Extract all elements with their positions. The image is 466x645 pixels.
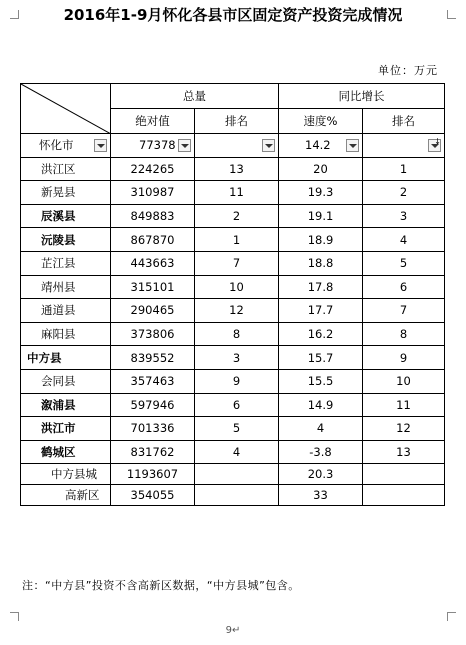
header-rank2: 排名 (363, 109, 445, 134)
row-abs: 597946 (111, 393, 195, 417)
row-speed: 16.2 (279, 322, 363, 346)
header-rank1: 排名 (195, 109, 279, 134)
row-rank2: 2 (363, 181, 445, 205)
row-name: 通道县 (21, 299, 111, 323)
footnote: 注：“中方县”投资不含高新区数据，“中方县城”包含。 (22, 579, 300, 592)
row-rank2: 5 (363, 251, 445, 275)
corner-mark-br (447, 612, 456, 621)
extra-speed: 20.3 (279, 464, 363, 485)
summary-rank1-cell[interactable] (195, 134, 279, 158)
table-row (21, 440, 445, 464)
table-row (21, 275, 445, 299)
row-rank2: 6 (363, 275, 445, 299)
header-speed: 速度% (279, 109, 363, 134)
header-growth: 同比增长 (279, 84, 445, 109)
row-name: 洪江市 (21, 417, 111, 441)
row-name: 溆浦县 (21, 393, 111, 417)
header-total: 总量 (111, 84, 279, 109)
row-name: 沅陵县 (21, 228, 111, 252)
row-abs: 443663 (111, 251, 195, 275)
page-number: 9↵ (225, 625, 241, 636)
filter-dropdown-icon[interactable] (94, 139, 107, 152)
table-row (21, 228, 445, 252)
row-name: 鹤城区 (21, 440, 111, 464)
summary-abs: 77378 (139, 138, 176, 153)
row-rank1: 7 (195, 251, 279, 275)
row-rank1: 12 (195, 299, 279, 323)
filter-dropdown-icon[interactable] (178, 139, 191, 152)
row-rank2: 11 (363, 393, 445, 417)
row-speed: 15.5 (279, 369, 363, 393)
row-abs: 373806 (111, 322, 195, 346)
row-name: 新晃县 (21, 181, 111, 205)
row-rank1: 10 (195, 275, 279, 299)
row-speed: 4 (279, 417, 363, 441)
table-row (21, 299, 445, 323)
extra-name: 中方县城 (21, 464, 111, 485)
row-rank1: 4 (195, 440, 279, 464)
row-name: 麻阳县 (21, 322, 111, 346)
row-speed: 19.1 (279, 204, 363, 228)
table-row (21, 322, 445, 346)
summary-row (21, 134, 445, 158)
row-rank1: 8 (195, 322, 279, 346)
header-diagonal-line (21, 84, 111, 134)
summary-rank2-cell[interactable] (363, 134, 445, 158)
row-name: 靖州县 (21, 275, 111, 299)
row-speed: 15.7 (279, 346, 363, 370)
row-rank1: 2 (195, 204, 279, 228)
row-name: 中方县 (21, 346, 111, 370)
row-abs: 701336 (111, 417, 195, 441)
row-abs: 224265 (111, 157, 195, 181)
header-corner-cell (21, 84, 111, 134)
page-title: 2016年1-9月怀化各县市区固定资产投资完成情况 (63, 6, 403, 24)
summary-name-cell[interactable] (21, 134, 111, 158)
row-speed: 18.8 (279, 251, 363, 275)
row-abs: 839552 (111, 346, 195, 370)
row-rank2: 13 (363, 440, 445, 464)
row-speed: 18.9 (279, 228, 363, 252)
row-name: 芷江县 (21, 251, 111, 275)
sort-mark: ↓ (434, 136, 441, 146)
corner-mark-bl (10, 612, 19, 621)
row-abs: 831762 (111, 440, 195, 464)
filter-dropdown-icon[interactable] (346, 139, 359, 152)
row-rank1: 11 (195, 181, 279, 205)
row-speed: 14.9 (279, 393, 363, 417)
table-row (21, 204, 445, 228)
row-abs: 867870 (111, 228, 195, 252)
row-abs: 357463 (111, 369, 195, 393)
table-row (21, 251, 445, 275)
row-name: 洪江区 (21, 157, 111, 181)
row-name: 会同县 (21, 369, 111, 393)
summary-abs-cell[interactable] (111, 134, 195, 158)
table-row (21, 157, 445, 181)
row-abs: 315101 (111, 275, 195, 299)
row-abs: 290465 (111, 299, 195, 323)
summary-speed-cell[interactable] (279, 134, 363, 158)
row-rank2: 8 (363, 322, 445, 346)
table-row (21, 417, 445, 441)
table-row (21, 346, 445, 370)
row-speed: 19.3 (279, 181, 363, 205)
summary-speed: 14.2 (305, 138, 331, 153)
extra-name: 高新区 (21, 485, 111, 506)
row-rank1: 9 (195, 369, 279, 393)
row-speed: 17.8 (279, 275, 363, 299)
summary-name: 怀化市 (39, 138, 74, 153)
row-rank2: 10 (363, 369, 445, 393)
extra-row (21, 464, 445, 485)
unit-label: 单位：万元 (378, 64, 438, 77)
row-rank2: 3 (363, 204, 445, 228)
row-speed: -3.8 (279, 440, 363, 464)
table-row (21, 181, 445, 205)
row-speed: 20 (279, 157, 363, 181)
row-rank1: 5 (195, 417, 279, 441)
row-rank2: 4 (363, 228, 445, 252)
row-rank1: 1 (195, 228, 279, 252)
extra-abs: 354055 (111, 485, 195, 506)
row-rank2: 9 (363, 346, 445, 370)
row-speed: 17.7 (279, 299, 363, 323)
table-row (21, 393, 445, 417)
row-rank1: 13 (195, 157, 279, 181)
extra-row (21, 485, 445, 506)
row-rank2: 12 (363, 417, 445, 441)
investment-table (20, 83, 445, 506)
extra-abs: 1193607 (111, 464, 195, 485)
header-row-1 (21, 84, 445, 109)
row-abs: 849883 (111, 204, 195, 228)
row-name: 辰溪县 (21, 204, 111, 228)
sort-dropdown-icon[interactable] (428, 136, 441, 152)
row-abs: 310987 (111, 181, 195, 205)
table-row (21, 369, 445, 393)
header-abs: 绝对值 (111, 109, 195, 134)
row-rank1: 3 (195, 346, 279, 370)
row-rank2: 7 (363, 299, 445, 323)
row-rank2: 1 (363, 157, 445, 181)
filter-dropdown-icon[interactable] (262, 139, 275, 152)
row-rank1: 6 (195, 393, 279, 417)
extra-speed: 33 (279, 485, 363, 506)
